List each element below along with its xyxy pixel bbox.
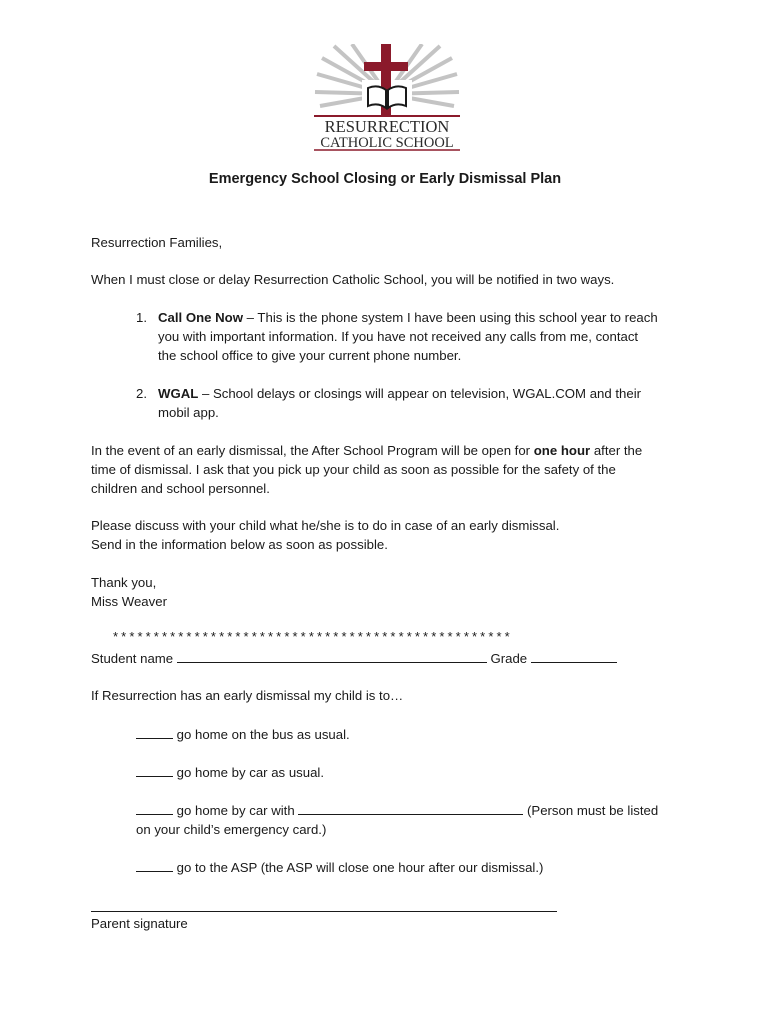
dismissal-paragraph [91, 441, 642, 460]
dismissal-emphasis: one hour [533, 443, 591, 458]
option-asp-field[interactable] [136, 858, 173, 872]
option-bus [136, 725, 350, 744]
discuss-text: Send in the information below as soon as possible. [91, 537, 388, 552]
option-asp [136, 858, 543, 877]
option-car-with [136, 801, 658, 820]
option-bus-label: go home on the bus as usual. [173, 727, 350, 742]
school-logo [312, 44, 462, 152]
list-item-text: the school office to give your current phone number. [158, 348, 462, 363]
option-car-with-label: go home by car with [173, 803, 299, 818]
option-car-with-field[interactable] [136, 801, 173, 815]
grade-label: Grade [490, 651, 528, 666]
intro-text: When I must close or delay Resurrection Catholic School, you will be notified in two ways. [91, 272, 615, 287]
person-name-field[interactable] [298, 801, 523, 815]
list-item-text: you with important information. If you have not received any calls from me, contact [158, 329, 639, 344]
option-car-with-note: on your child’s emergency card.) [136, 822, 327, 837]
dismissal-text: In the event of an early dismissal, the After School Program will be open for [91, 443, 534, 458]
signature-line[interactable] [91, 911, 557, 912]
logo-line-2: CATHOLIC SCHOOL [320, 135, 454, 151]
logo-line-1: RESURRECTION [324, 117, 450, 136]
signature-label: Parent signature [91, 916, 188, 931]
option-bus-field[interactable] [136, 725, 173, 739]
option-car [136, 763, 324, 782]
grade-field[interactable] [531, 649, 617, 663]
option-car-field[interactable] [136, 763, 173, 777]
page-title: Emergency School Closing or Early Dismissal Plan [208, 171, 562, 187]
list-item-text: – School delays or closings will appear on television, WGAL.COM and their [198, 386, 642, 401]
list-item-text: – This is the phone system I have been using this school year to reach [243, 310, 658, 325]
discuss-text: Please discuss with your child what he/she is to do in case of an early dismissal. [91, 518, 560, 533]
dismissal-text: children and school personnel. [91, 481, 270, 496]
closing-thanks: Thank you, [91, 575, 157, 590]
list-item-number: 1. [136, 310, 147, 325]
list-item [158, 384, 641, 403]
closing-signature: Miss Weaver [91, 594, 167, 609]
greeting: Resurrection Families, [91, 235, 223, 250]
dismissal-question: If Resurrection has an early dismissal my child is to… [91, 688, 404, 703]
list-item-label: WGAL [158, 386, 199, 401]
list-item-number: 2. [136, 386, 147, 401]
dismissal-text: after the [590, 443, 643, 458]
student-name-row [91, 649, 617, 668]
list-item-label: Call One Now [158, 310, 243, 325]
student-name-field[interactable] [177, 649, 487, 663]
student-name-label: Student name [91, 651, 174, 666]
option-car-label: go home by car as usual. [173, 765, 325, 780]
dismissal-text: time of dismissal. I ask that you pick up your child as soon as possible for the safety of the [91, 462, 616, 477]
separator-stars: ************************************************* [113, 629, 513, 644]
option-asp-label: go to the ASP (the ASP will close one hour after our dismissal.) [173, 860, 544, 875]
list-item [158, 308, 658, 327]
option-car-with-note: (Person must be listed [523, 803, 659, 818]
list-item-text: mobil app. [158, 405, 219, 420]
